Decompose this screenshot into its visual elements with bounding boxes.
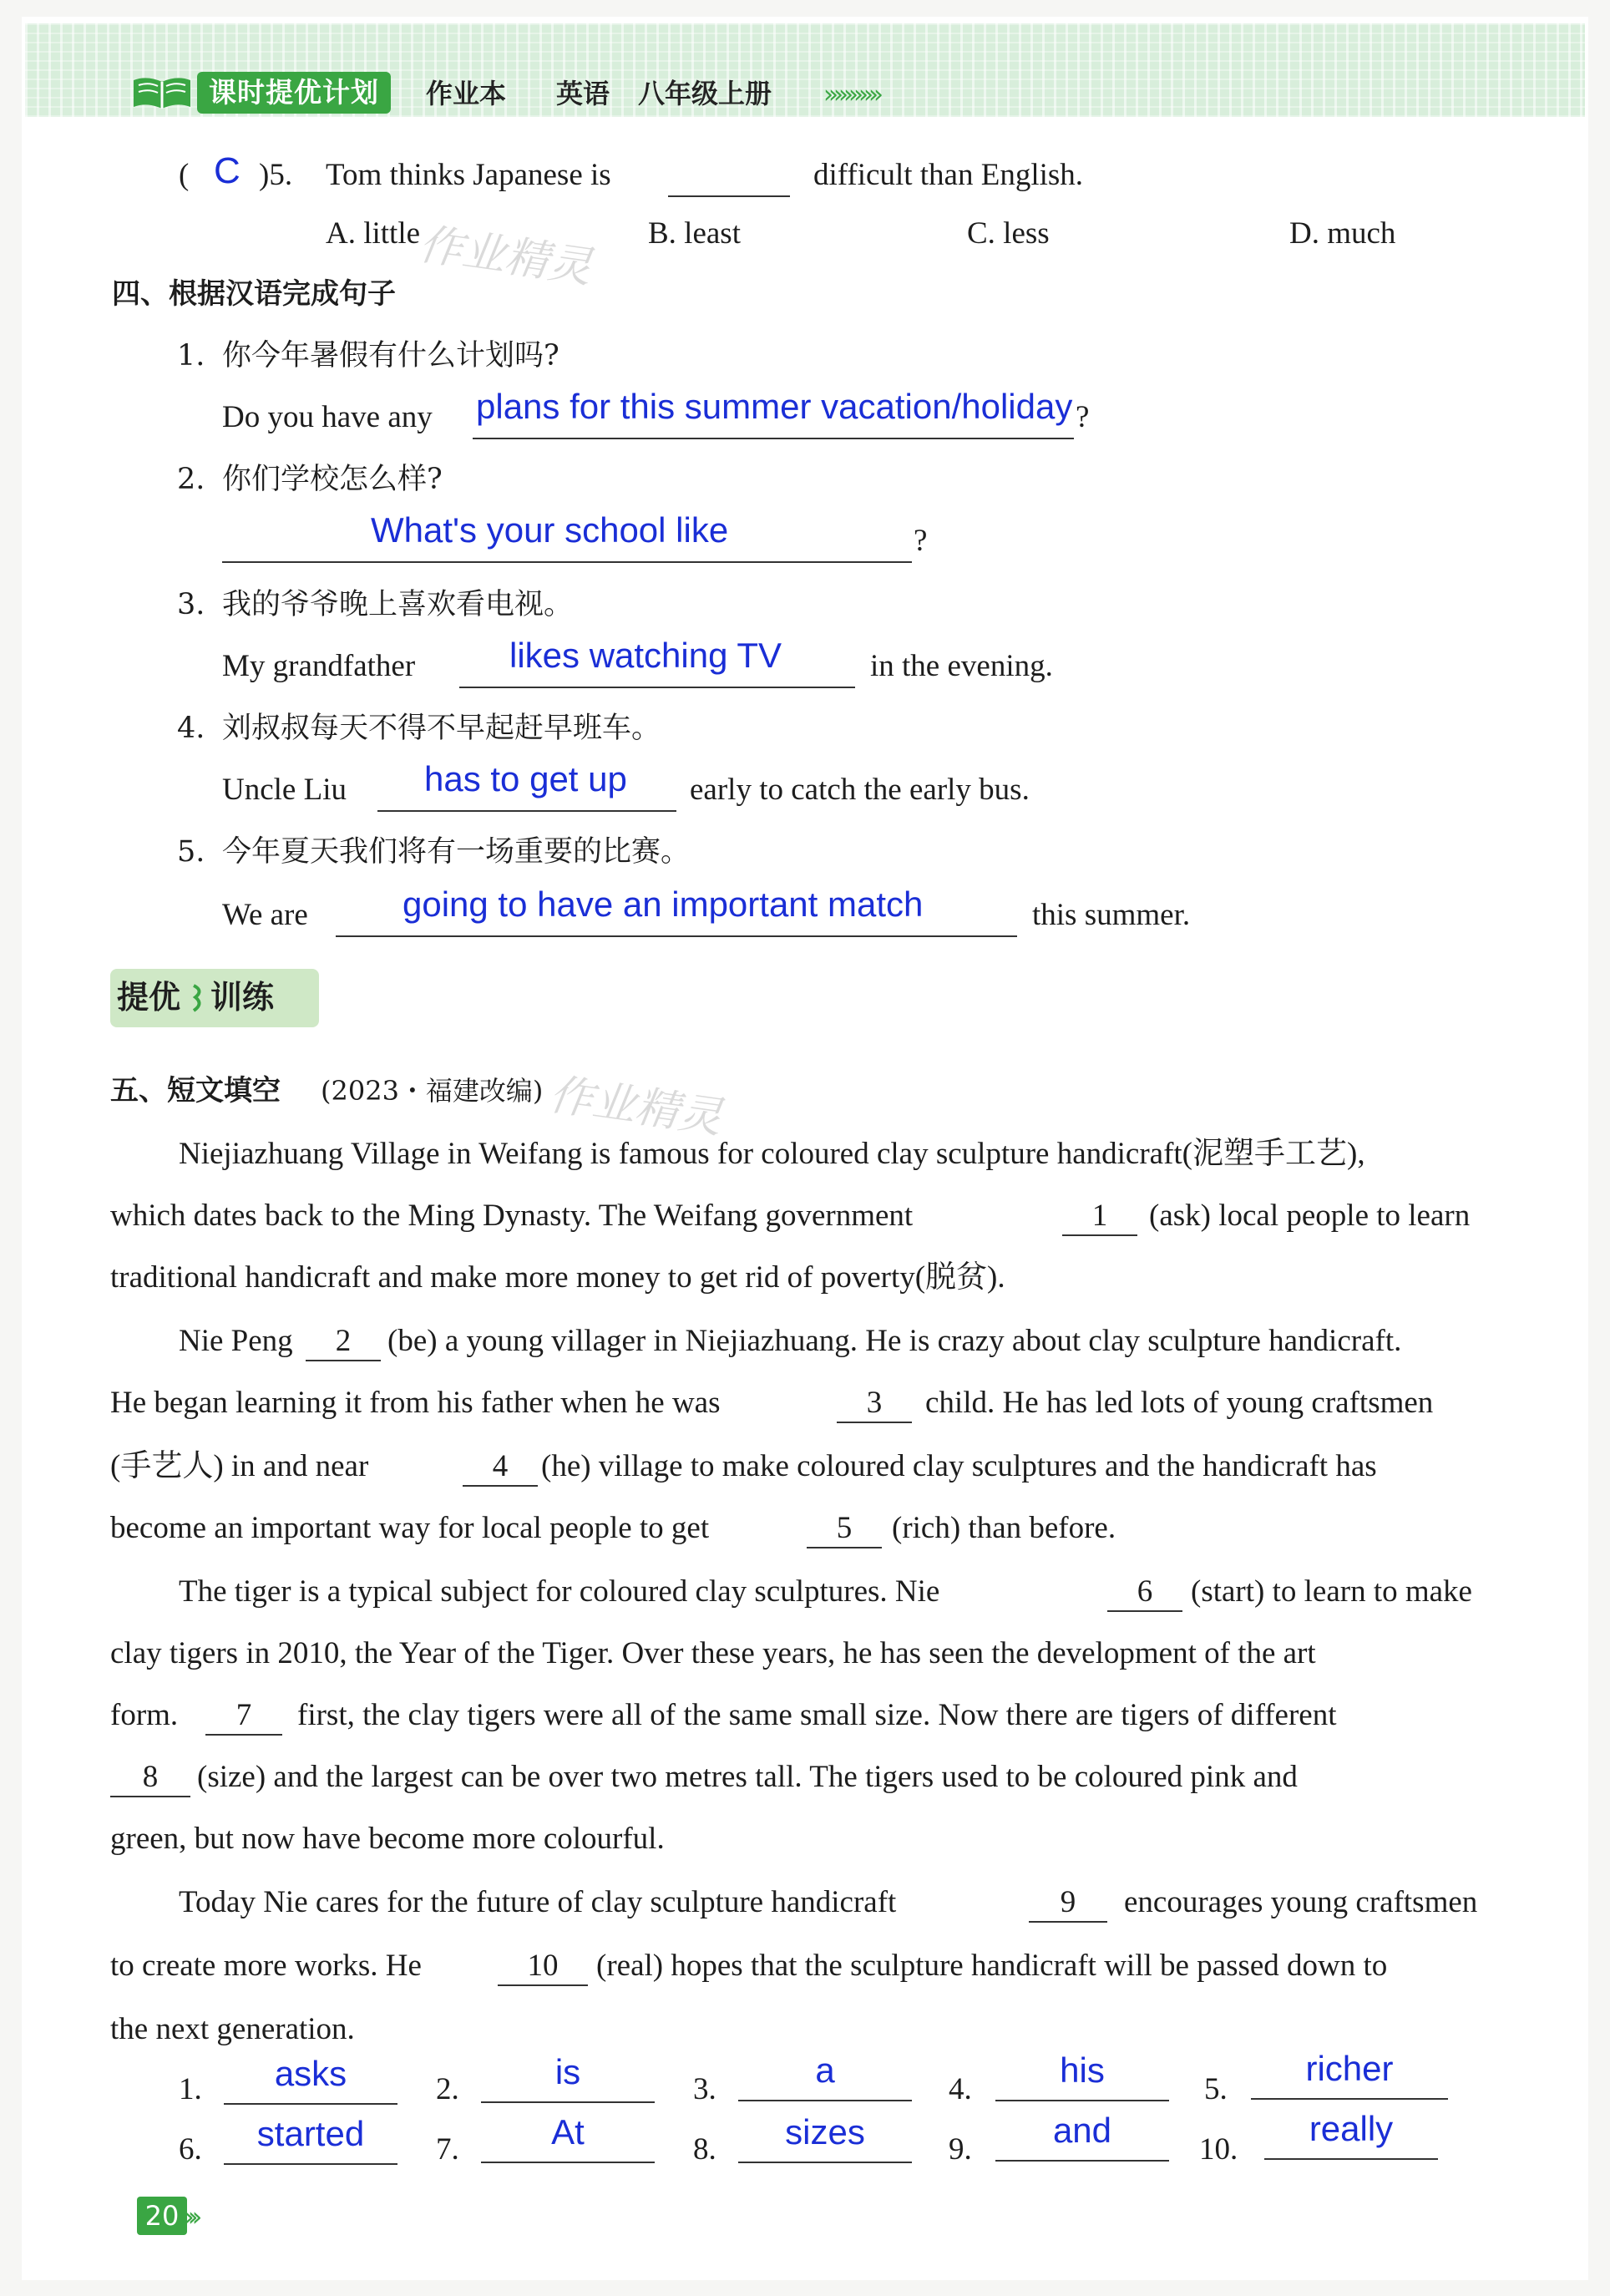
- badge-ornament-icon: [189, 982, 209, 1016]
- watermark: 作业精灵: [546, 1069, 726, 1144]
- subject: 英语: [556, 78, 610, 109]
- blank-2: 2: [306, 1321, 381, 1361]
- para2-line3a: (手艺人) in and near: [110, 1449, 369, 1483]
- ans-label-3: 3.: [693, 2072, 716, 2106]
- s4-item1-answer: plans for this summer vacation/holiday: [476, 387, 1073, 426]
- s4-item1-after: ?: [1076, 400, 1090, 434]
- s4-item5-zh: 今年夏天我们将有一场重要的比赛。: [222, 835, 691, 869]
- badge-left: 提优: [117, 979, 181, 1016]
- s4-item5-num: 5.: [177, 835, 205, 869]
- ans-label-7: 7.: [436, 2132, 459, 2167]
- s4-item4-answer: has to get up: [424, 759, 627, 798]
- blank-10: 10: [498, 1946, 588, 1986]
- para2-line4b: (rich) than before.: [892, 1511, 1116, 1545]
- ans-3: a: [738, 2050, 912, 2101]
- para2-line2a: He began learning it from his father when he was: [110, 1386, 721, 1420]
- badge-right: 训练: [210, 979, 275, 1016]
- para2-line3b: (he) village to make coloured clay sculptures and the handicraft has: [541, 1449, 1377, 1483]
- blank-7: 7: [205, 1695, 282, 1736]
- watermark: 作业精灵: [416, 219, 595, 294]
- ans-label-4: 4.: [949, 2072, 972, 2106]
- ans-1: asks: [224, 2053, 397, 2105]
- header-arrows: ›››››››››››: [823, 80, 878, 109]
- blank-8: 8: [110, 1757, 190, 1797]
- ans-7: At: [481, 2111, 655, 2163]
- ans-label-9: 9.: [949, 2132, 972, 2167]
- s4-item3-answer: likes watching TV: [509, 636, 782, 675]
- s4-item3-num: 3.: [177, 588, 205, 621]
- s4-item2-num: 2.: [177, 463, 205, 496]
- para3-line5: green, but now have become more colourful.: [110, 1822, 665, 1856]
- para1-line2: which dates back to the Ming Dynasty. The Weifang government: [110, 1199, 914, 1233]
- para1-line2b: (ask) local people to learn: [1149, 1199, 1471, 1233]
- s4-item2-answer: What's your school like: [371, 510, 729, 550]
- q5-answer: C: [214, 150, 240, 191]
- para4-line2a: to create more works. He: [110, 1949, 422, 1983]
- q5-blank: [668, 177, 790, 197]
- page-number-arrows-icon: ›››: [184, 2201, 196, 2233]
- ans-5: richer: [1251, 2048, 1448, 2100]
- q5-option-d: D. much: [1289, 216, 1396, 251]
- q5-option-a: A. little: [326, 216, 421, 251]
- s4-item1-before: Do you have any: [222, 400, 433, 434]
- section5-title: 五、短文填空: [110, 1074, 281, 1107]
- para2-line1a: Nie Peng: [179, 1324, 293, 1358]
- para4-line3: the next generation.: [110, 2012, 355, 2046]
- grade: 八年级上册: [638, 78, 772, 109]
- para3-line3b: first, the clay tigers were all of the same small size. Now there are tigers of different: [297, 1698, 1337, 1732]
- s4-item4-before: Uncle Liu: [222, 773, 347, 807]
- section4-title: 四、根据汉语完成句子: [112, 277, 396, 311]
- ans-6: started: [224, 2113, 397, 2165]
- ans-10: really: [1264, 2108, 1438, 2160]
- blank-9: 9: [1029, 1883, 1107, 1923]
- s4-item2-after: ?: [914, 524, 928, 558]
- section5-source: (2023・福建改编): [321, 1075, 544, 1107]
- ans-label-6: 6.: [179, 2132, 202, 2167]
- ans-4: his: [995, 2050, 1169, 2101]
- ans-label-8: 8.: [693, 2132, 716, 2167]
- s4-item4-num: 4.: [177, 712, 205, 745]
- q5-stem-before: Tom thinks Japanese is: [326, 158, 611, 192]
- s4-item2-zh: 你们学校怎么样?: [222, 463, 443, 496]
- ans-2: is: [481, 2051, 655, 2103]
- brand-title: 课时提优计划: [197, 72, 391, 114]
- s4-item1-num: 1.: [177, 339, 205, 373]
- blank-6: 6: [1107, 1572, 1182, 1612]
- q5-paren-close: )5.: [259, 158, 293, 192]
- blank-5: 5: [807, 1508, 882, 1548]
- q5-stem-after: difficult than English.: [813, 158, 1084, 192]
- workbook-page: [22, 17, 1588, 2280]
- para4-line1b: encourages young craftsmen: [1124, 1885, 1478, 1919]
- s4-item5-before: We are: [222, 898, 308, 932]
- blank-1: 1: [1062, 1196, 1137, 1236]
- s4-item3-before: My grandfather: [222, 649, 416, 683]
- book-type: 作业本: [426, 78, 507, 109]
- para2-line1b: (be) a young villager in Niejiazhuang. He is crazy about clay sculpture handicraft.: [387, 1324, 1402, 1358]
- para3-line2: clay tigers in 2010, the Year of the Tiger. Over these years, he has seen the development of the art: [110, 1636, 1316, 1670]
- ans-9: and: [995, 2110, 1169, 2162]
- s4-item4-zh: 刘叔叔每天不得不早起赶早班车。: [222, 712, 661, 745]
- ans-8: sizes: [738, 2111, 912, 2163]
- para4-line1a: Today Nie cares for the future of clay sculpture handicraft: [179, 1885, 897, 1919]
- blank-3: 3: [837, 1383, 912, 1423]
- ans-label-5: 5.: [1204, 2072, 1228, 2106]
- para3-line3a: form.: [110, 1698, 179, 1732]
- para3-line4: (size) and the largest can be over two metres tall. The tigers used to be coloured pink and: [197, 1760, 1298, 1794]
- q5-option-b: B. least: [648, 216, 741, 251]
- s4-item1-zh: 你今年暑假有什么计划吗?: [222, 339, 559, 373]
- s4-item5-after: this summer.: [1032, 898, 1191, 932]
- q5-paren-open: (: [179, 158, 190, 192]
- para4-line2b: (real) hopes that the sculpture handicraft will be passed down to: [596, 1949, 1388, 1983]
- para2-line2b: child. He has led lots of young craftsmen: [925, 1386, 1434, 1420]
- q5-option-c: C. less: [967, 216, 1050, 251]
- ans-label-1: 1.: [179, 2072, 202, 2106]
- para1-line3: traditional handicraft and make more money to get rid of poverty(脱贫).: [110, 1260, 1005, 1295]
- ans-label-2: 2.: [436, 2072, 459, 2106]
- para1-line1: Niejiazhuang Village in Weifang is famous for coloured clay sculpture handicraft(泥塑手工艺),: [179, 1137, 1365, 1171]
- book-icon: [130, 72, 194, 112]
- s4-item3-after: in the evening.: [870, 649, 1053, 683]
- s4-item4-after: early to catch the early bus.: [690, 773, 1030, 807]
- s4-item5-answer: going to have an important match: [402, 884, 924, 924]
- para3-line1a: The tiger is a typical subject for coloured clay sculptures. Nie: [179, 1574, 940, 1609]
- blank-4: 4: [463, 1447, 538, 1487]
- page-number: 20: [137, 2197, 187, 2235]
- ans-label-10: 10.: [1199, 2132, 1238, 2167]
- para2-line4a: become an important way for local people to get: [110, 1511, 710, 1545]
- para3-line1b: (start) to learn to make: [1191, 1574, 1472, 1609]
- s4-item3-zh: 我的爷爷晚上喜欢看电视。: [222, 588, 574, 621]
